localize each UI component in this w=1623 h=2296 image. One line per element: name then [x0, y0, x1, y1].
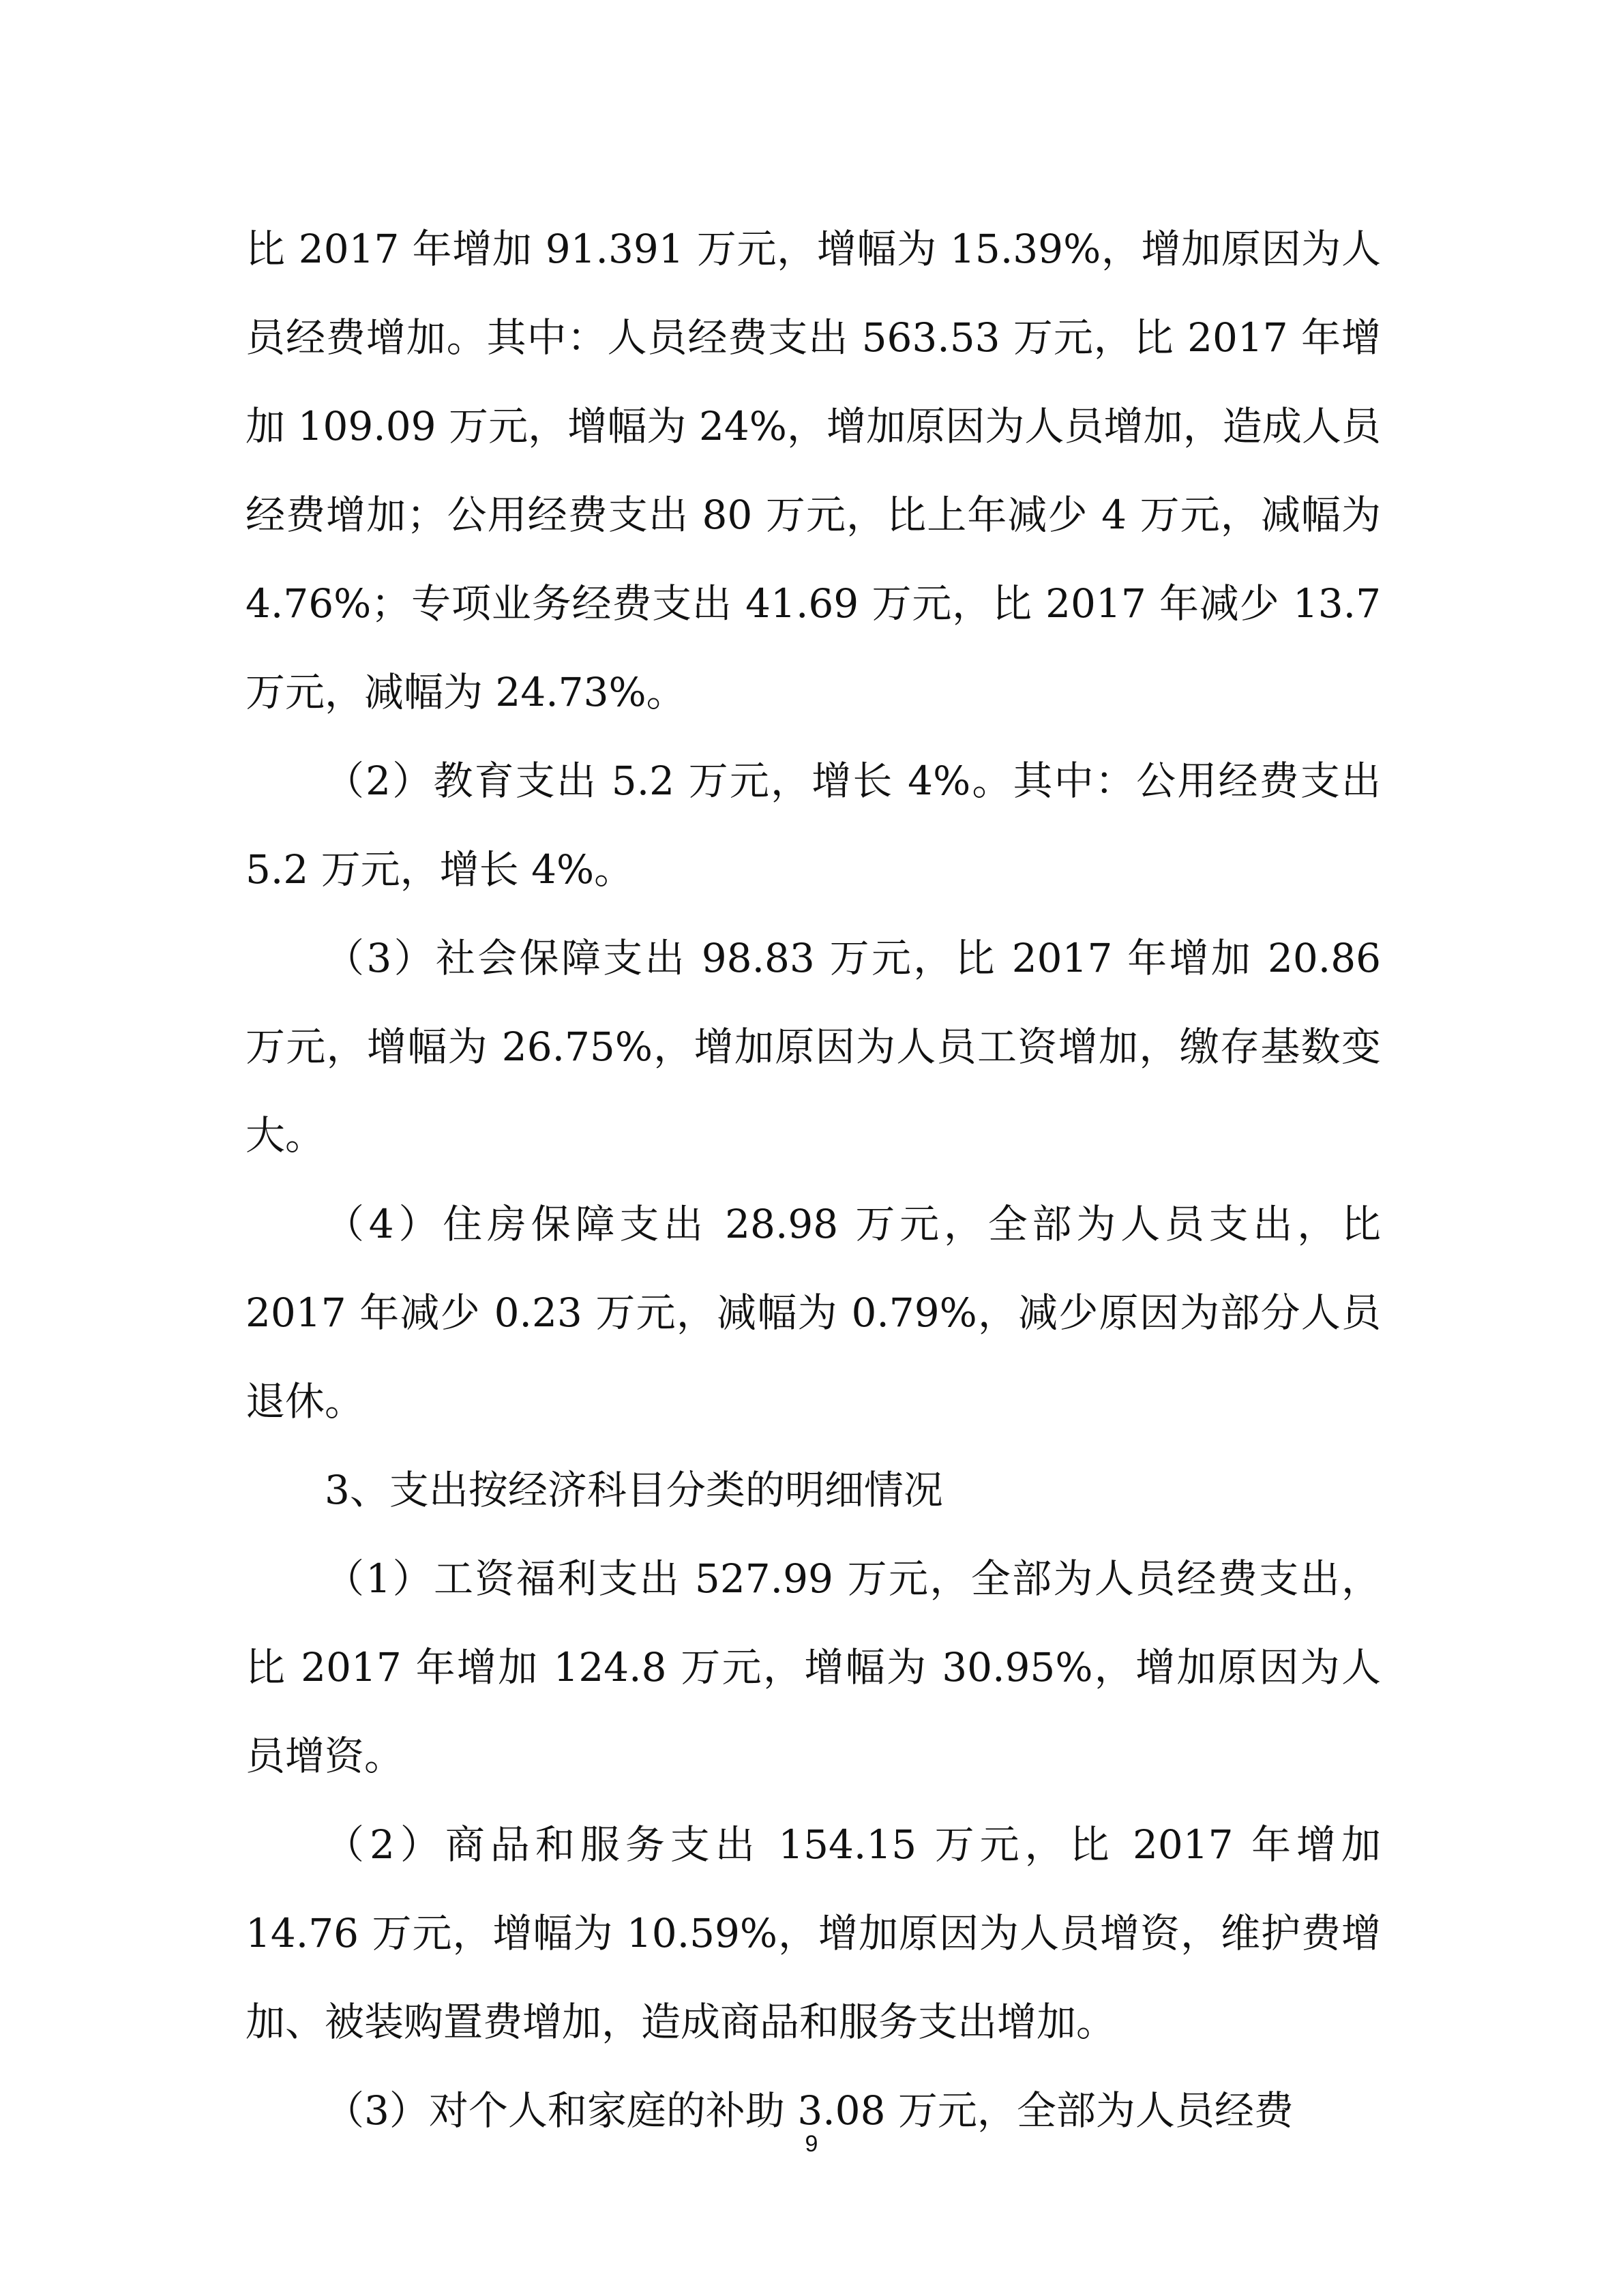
page-number: 9: [805, 2131, 818, 2157]
paragraph-continuation: 比 2017 年增加 91.391 万元，增幅为 15.39%，增加原因为人员经费增加。其中：人员经费支出 563.53 万元，比 2017 年增加 109.09 万元，增幅为 24%，增加原因为人员增加，造成人员经费增加；公用经费支出 80 万元，比上年减少 4 万元，减幅为 4.76%；专项业务经费支出 41.69 万元，比 2017 年减少 13.7 万元，减幅为 24.73%。: [245, 226, 1381, 715]
paragraph-education-expense: （2）教育支出 5.2 万元，增长 4%。其中：公用经费支出 5.2 万元，增长 4%。: [245, 758, 1381, 893]
section-heading-economic-classification: 3、支出按经济科目分类的明细情况: [325, 1467, 943, 1513]
paragraph-household-subsidy: （3）对个人和家庭的补助 3.08 万元，全部为人员经费: [325, 2087, 1294, 2134]
paragraph-housing-expense: （4）住房保障支出 28.98 万元，全部为人员支出，比 2017 年减少 0.23 万元，减幅为 0.79%，减少原因为部分人员退休。: [245, 1201, 1381, 1425]
paragraph-salary-welfare-expense: （1）工资福利支出 527.99 万元，全部为人员经费支出，比 2017 年增加 124.8 万元，增幅为 30.95%，增加原因为人员增资。: [245, 1555, 1381, 1779]
body-text: [245, 205, 1381, 2155]
paragraph-social-security-expense: （3）社会保障支出 98.83 万元，比 2017 年增加 20.86 万元，增幅为 26.75%，增加原因为人员工资增加，缴存基数变大。: [245, 935, 1381, 1159]
paragraph-goods-services-expense: （2）商品和服务支出 154.15 万元，比 2017 年增加 14.76 万元，增幅为 10.59%，增加原因为人员增资，维护费增加、被装购置费增加，造成商品和服务支出增加。: [245, 1821, 1381, 2045]
